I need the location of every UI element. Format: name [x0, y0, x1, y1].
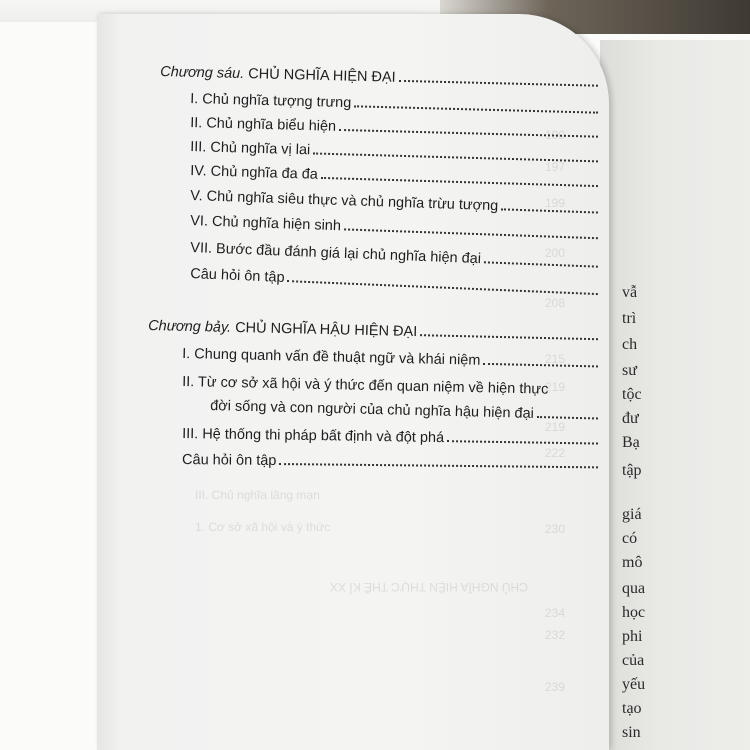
toc-entry: I. Chủ nghĩa tượng trưng	[190, 91, 598, 118]
chapter-6-title: CHỦ NGHĨA HIỆN ĐẠI	[248, 66, 396, 86]
facing-page-word: giá	[622, 506, 642, 523]
facing-page-word: tạo	[622, 700, 642, 717]
toc-entry: I. Chung quanh vấn đề thuật ngữ và khái niệm	[182, 346, 598, 371]
toc-entry: Câu hỏi ôn tập	[190, 266, 598, 299]
leader-dots	[420, 332, 598, 340]
facing-page-word: tập	[622, 462, 642, 479]
toc-entry: IV. Chủ nghĩa đa đa	[190, 163, 598, 191]
chapter-7-heading	[148, 318, 598, 344]
toc-entry: III. Hệ thống thi pháp bất định và đột phá	[182, 426, 598, 449]
facing-page-word: mô	[622, 554, 643, 571]
toc-entry: Câu hỏi ôn tập	[182, 452, 598, 472]
facing-page-word: vẫ	[622, 284, 638, 301]
book-photo: vẫ trì ch sư tộc đư Bạ tập giá có mô qua học phi của yếu tạo sin 190 197 199 200 208 215 219 219 222 230 234 232 239 III. Chủ nghĩa lãng mạn 1. Cơ sở xã hội và ý thức CHỦ NGHĨA HIỆN THỰC THẾ KỈ XX Chương sáu. CHỦ NGHĨA HIỆN ĐẠI I. Chủ nghĩa tượng trưng II. Chủ nghĩa biểu hiện III. Chủ nghĩa vị lai IV. Chủ nghĩa đa đa V. Chủ nghĩa siêu thực và chủ nghĩa trừu tượng VI. Chủ nghĩa hiện sinh VII. Bước đầu đánh giá lại chủ nghĩa hiện đại Câu hỏi ôn tập Chương bảy. CHỦ NGHĨA HẬU HIỆN ĐẠI I. Chung quanh vấn đề thuật ngữ và khái niệm II. Từ cơ sở xã hội và ý thức đến quan niệm về hiện thực đời sống và con người của chủ nghĩa hậu hiện đại III. Hệ thống thi pháp bất định và đột phá Câu hỏi ôn tập	[0, 0, 750, 750]
chapter-6-label: Chương sáu.	[160, 64, 245, 83]
toc-entry: VII. Bước đầu đánh giá lại chủ nghĩa hiện đại	[190, 240, 598, 272]
toc-entry: III. Chủ nghĩa vị lai	[190, 139, 598, 166]
facing-page-word: Bạ	[622, 434, 640, 451]
facing-page-word: sư	[622, 362, 637, 379]
toc-entry: đời sống và con người của chủ nghĩa hậu hiện đại	[210, 398, 598, 423]
toc-entry: VI. Chủ nghĩa hiện sinh	[190, 213, 598, 243]
facing-page-word: có	[622, 530, 638, 547]
facing-page-word: sin	[622, 724, 641, 741]
facing-page-word: ch	[622, 336, 638, 353]
chapter-6-heading	[160, 64, 598, 91]
toc-entry: V. Chủ nghĩa siêu thực và chủ nghĩa trừu tượng	[190, 188, 598, 218]
toc-entry: II. Chủ nghĩa biểu hiện	[190, 115, 598, 142]
facing-page-word: học	[622, 604, 646, 621]
facing-page-word: đư	[622, 410, 639, 427]
toc-entry: II. Từ cơ sở xã hội và ý thức đến quan niệm về hiện thực	[182, 374, 549, 398]
facing-page-word: phi	[622, 628, 643, 645]
facing-page-word: trì	[622, 310, 637, 327]
chapter-7-title: CHỦ NGHĨA HẬU HIỆN ĐẠI	[234, 319, 418, 341]
chapter-7-label: Chương bảy.	[148, 318, 232, 336]
leader-dots	[399, 78, 599, 87]
facing-page-word: yếu	[622, 676, 646, 693]
facing-page-word: qua	[622, 580, 646, 597]
facing-page-word: của	[622, 652, 645, 669]
facing-page-word: tộc	[622, 386, 642, 403]
